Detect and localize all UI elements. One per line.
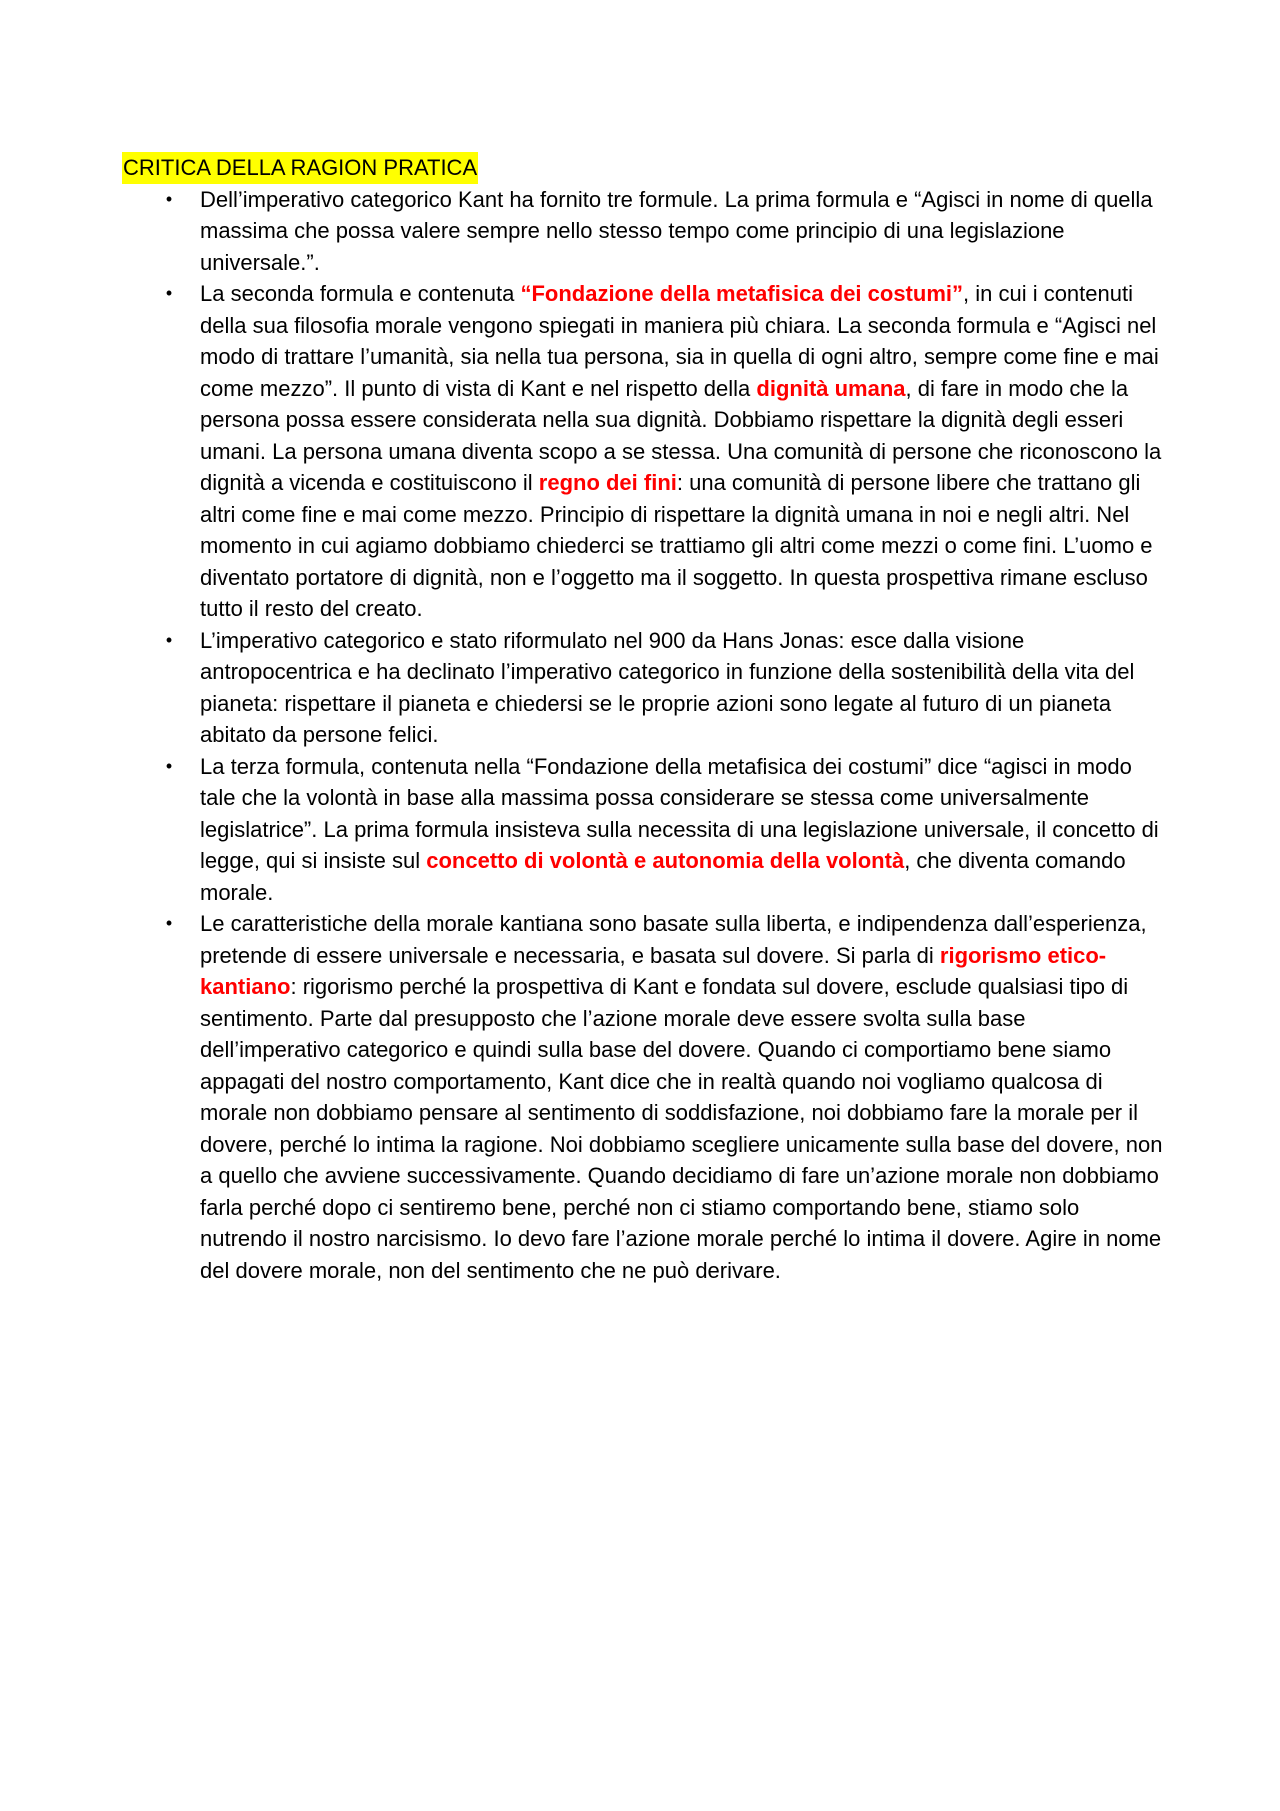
- list-item: [165, 625, 1172, 751]
- body-text: , che diventa comando morale.: [200, 848, 1126, 905]
- body-text: : rigorismo perché la prospettiva di Kant e fondata sul dovere, esclude qualsiasi tipo di sentimento. Parte dal presupposto che l’azione morale deve essere svolta sulla base dell’imperativo categorico e quindi sulla base del dovere. Quando ci comportiamo bene siamo appagati del nostro comportamento, Kant dice che in realtà quando noi vogliamo qualcosa di morale non dobbiamo pensare al sentimento di soddisfazione, noi dobbiamo fare la morale per il dovere, perché lo intima la ragione. Noi dobbiamo scegliere unicamente sulla base del dovere, non a quello che avviene successivamente. Quando decidiamo di fare un’azione morale non dobbiamo farla perché dopo ci sentiremo bene, perché non ci stiamo comportando bene, stiamo solo nutrendo il nostro narcisismo. Io devo fare l’azione morale perché lo intima il dovere. Agire in nome del dovere morale, non del sentimento che ne può derivare.: [200, 974, 1163, 1283]
- list-item: [165, 278, 1172, 625]
- highlighted-text: concetto di volontà e autonomia della volontà: [426, 848, 905, 873]
- body-text: Le caratteristiche della morale kantiana sono basate sulla liberta, e indipendenza dall’esperienza, pretende di essere universale e necessaria, e basata sul dovere. Si parla di: [200, 911, 1147, 968]
- bullet-icon: •: [165, 188, 173, 209]
- bullet-icon: •: [165, 755, 173, 776]
- document-title: CRITICA DELLA RAGION PRATICA: [122, 152, 478, 184]
- bullet-icon: •: [165, 629, 173, 650]
- list-item: [165, 751, 1172, 909]
- body-text: : una comunità di persone libere che trattano gli altri come fine e mai come mezzo. Principio di rispettare la dignità umana in noi e negli altri. Nel momento in cui agiamo dobbiamo chiederci se trattiamo gli altri come mezzi o come fini. L’uomo e diventato portatore di dignità, non e l’oggetto ma il soggetto. In questa prospettiva rimane escluso tutto il resto del creato.: [200, 470, 1153, 621]
- body-text: La seconda formula e contenuta: [200, 281, 521, 306]
- body-text: Dell’imperativo categorico Kant ha fornito tre formule. La prima formula e “Agisci in nome di quella massima che possa valere sempre nello stesso tempo come principio di una legislazione universale.”.: [200, 186, 1153, 275]
- document-title-wrapper: [122, 152, 1172, 184]
- body-text: , in cui i contenuti della sua filosofia morale vengono spiegati in maniera più chiara. La seconda formula e “Agisci nel modo di trattare l’umanità, sia nella tua persona, sia in quella di ogni altro, sempre come fine e mai come mezzo”. Il punto di vista di Kant e nel rispetto della: [200, 281, 1159, 401]
- bullet-icon: •: [165, 913, 173, 933]
- body-text: L’imperativo categorico e stato riformulato nel 900 da Hans Jonas: esce dalla visione antropocentrica e ha declinato l’imperativo categorico in funzione della sostenibilità della vita del pianeta: rispettare il pianeta e chiedersi se le proprie azioni sono legate al futuro di un pianeta abitato da persone felici.: [200, 627, 1135, 747]
- highlighted-text: “Fondazione della metafisica dei costumi”: [520, 281, 963, 306]
- bullet-icon: •: [165, 283, 173, 303]
- bullet-list: [122, 184, 1172, 1287]
- highlighted-text: rigorismo etico-kantiano: [200, 942, 1107, 999]
- body-text: La terza formula, contenuta nella “Fondazione della metafisica dei costumi” dice “agisci in modo tale che la volontà in base alla massima possa considerare se stessa come universalmente legislatrice”. La prima formula insisteva sulla necessita di una legislazione universale, il concetto di legge, qui si insiste sul: [200, 753, 1159, 873]
- list-item: [165, 184, 1172, 279]
- body-text: , di fare in modo che la persona possa essere considerata nella sua dignità. Dobbiamo rispettare la dignità degli esseri umani. La persona umana diventa scopo a se stessa. Una comunità di persone che riconoscono la dignità a vicenda e costituiscono il: [200, 375, 1162, 495]
- list-item: [165, 908, 1172, 1286]
- highlighted-text: dignità umana: [756, 375, 906, 401]
- document-body: [122, 152, 1172, 1286]
- highlighted-text: regno dei fini: [538, 470, 677, 495]
